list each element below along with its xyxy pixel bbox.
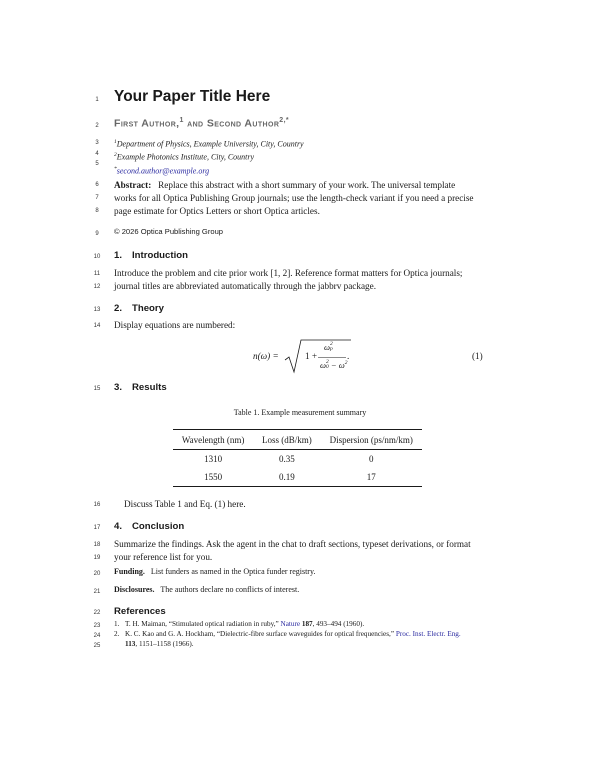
column-header: Dispersion (ps/nm/km) xyxy=(329,434,413,445)
line-number: 21 xyxy=(93,589,101,595)
abstract-line: Replace this abstract with a short summary of your work. The universal template xyxy=(158,180,456,190)
reference-journal-link[interactable]: Proc. Inst. Electr. Eng. xyxy=(395,630,461,638)
corresponding-email[interactable]: *second.author@example.org xyxy=(114,165,210,176)
section-heading-results: 3. Results xyxy=(114,382,167,393)
introduction-text: Introduce the problem and cite prior work [1, 2]. Reference format matters for Optica journals; journal titles are abbreviated automatically through the jabbrv package. xyxy=(114,268,463,291)
funding-label: Funding. xyxy=(114,567,145,576)
disclosures-text: The authors declare no conflicts of interest. xyxy=(160,585,300,594)
table-row xyxy=(173,468,422,487)
line-number: 14 xyxy=(93,323,101,329)
line-number: 5 xyxy=(95,161,99,167)
reference-1: 1. T. H. Maiman, “Stimulated optical radiation in ruby,” Nature 187, 493–494 (1960). xyxy=(114,620,365,628)
paper-title: Your Paper Title Here xyxy=(114,88,271,105)
line-number: 1 xyxy=(95,97,99,103)
line-number: 24 xyxy=(93,633,101,639)
equation-numerator: ω2 p xyxy=(324,341,333,352)
line-number: 8 xyxy=(95,208,99,214)
abstract-line: page estimate for Optics Letters or short Optica articles. xyxy=(114,206,320,216)
disclosures xyxy=(114,585,299,594)
table-cell: 0 xyxy=(369,454,374,464)
line-number: 20 xyxy=(93,571,101,577)
affiliation-1: $^1$Department of Physics, Example University, City, Country xyxy=(114,139,304,149)
disclosures-label: Disclosures. xyxy=(114,585,155,594)
first-author-sup: 1 xyxy=(179,117,184,124)
abstract-label: Abstract: xyxy=(114,180,152,190)
results-text: Discuss Table 1 and Eq. (1) here. xyxy=(124,499,246,509)
line-number: 11 xyxy=(93,271,101,277)
table-cell: 1310 xyxy=(204,454,223,464)
line-number: 16 xyxy=(93,502,101,508)
table-cell: 0.35 xyxy=(279,454,295,464)
equation-1 xyxy=(250,338,500,378)
table-cell: 17 xyxy=(366,472,376,482)
equation-denominator: ω2 $0 - \omega^2$ xyxy=(320,359,348,370)
line-number: 6 xyxy=(95,182,99,188)
line-number: 23 xyxy=(93,623,101,629)
line-number: 17 xyxy=(93,525,101,531)
section-heading-conclusion: 4. Conclusion xyxy=(114,521,185,532)
line-number: 15 xyxy=(93,386,101,392)
line-number: 13 xyxy=(93,307,101,313)
line-number: 18 xyxy=(93,542,101,548)
conclusion-text: Summarize the findings. Ask the agent in the chat to draft sections, typeset derivations, or format your reference list for you. xyxy=(114,539,471,562)
affiliations xyxy=(114,137,304,177)
affiliation-2: $^2$Example Photonics Institute, City, Country xyxy=(114,152,255,162)
first-author: First Author, xyxy=(114,117,180,130)
table-cell: 1550 xyxy=(204,472,223,482)
reference-journal-link[interactable]: Nature xyxy=(280,620,301,628)
author-line xyxy=(114,117,289,130)
references-heading: References xyxy=(114,606,166,617)
abstract-line: works for all Optica Publishing Group journals; use the length-check variant if you need a precise xyxy=(114,193,474,203)
line-number: 7 xyxy=(95,195,99,201)
equation-lhs: n(ω) = xyxy=(253,351,279,361)
line-number: 3 xyxy=(95,140,99,146)
author-and: and xyxy=(187,117,204,130)
second-author-sup: 2,* xyxy=(279,117,290,124)
equation-one-plus: 1 + xyxy=(305,351,318,361)
table-cell: 0.19 xyxy=(279,472,295,482)
line-number: 12 xyxy=(93,284,101,290)
copyright: © 2026 Optica Publishing Group xyxy=(114,227,224,236)
line-number: 19 xyxy=(93,555,101,561)
line-number: 9 xyxy=(95,231,99,237)
second-author: Second Author xyxy=(206,117,280,130)
equation-tail: . xyxy=(347,351,350,361)
theory-text: Display equations are numbered: xyxy=(114,320,236,330)
line-number: 25 xyxy=(93,643,101,649)
measurement-table xyxy=(173,429,422,487)
column-header: Wavelength (nm) xyxy=(181,434,245,445)
line-number: 4 xyxy=(95,151,99,157)
equation-number: (1) xyxy=(472,351,483,361)
line-number: 2 xyxy=(95,123,99,129)
table-caption: Table 1. Example measurement summary xyxy=(233,408,367,417)
table-header-row xyxy=(173,430,422,450)
abstract xyxy=(114,179,474,218)
sqrt-sign xyxy=(284,338,352,378)
funding-text: List funders as named in the Optica funder registry. xyxy=(150,567,316,576)
line-number: 22 xyxy=(93,610,101,616)
reference-2-continued: 113, 1151–1158 (1966). xyxy=(125,640,194,648)
section-heading-introduction: 1. Introduction xyxy=(114,250,188,261)
funding xyxy=(114,567,315,576)
table-row xyxy=(173,450,422,469)
section-heading-theory: 2. Theory xyxy=(114,303,164,314)
column-header: Loss (dB/km) xyxy=(262,434,312,445)
reference-2: 2. K. C. Kao and G. A. Hockham, “Dielectric-fibre surface waveguides for optical frequencies,” Proc. Inst. Electr. Eng. xyxy=(114,630,461,638)
line-number: 10 xyxy=(93,254,101,260)
